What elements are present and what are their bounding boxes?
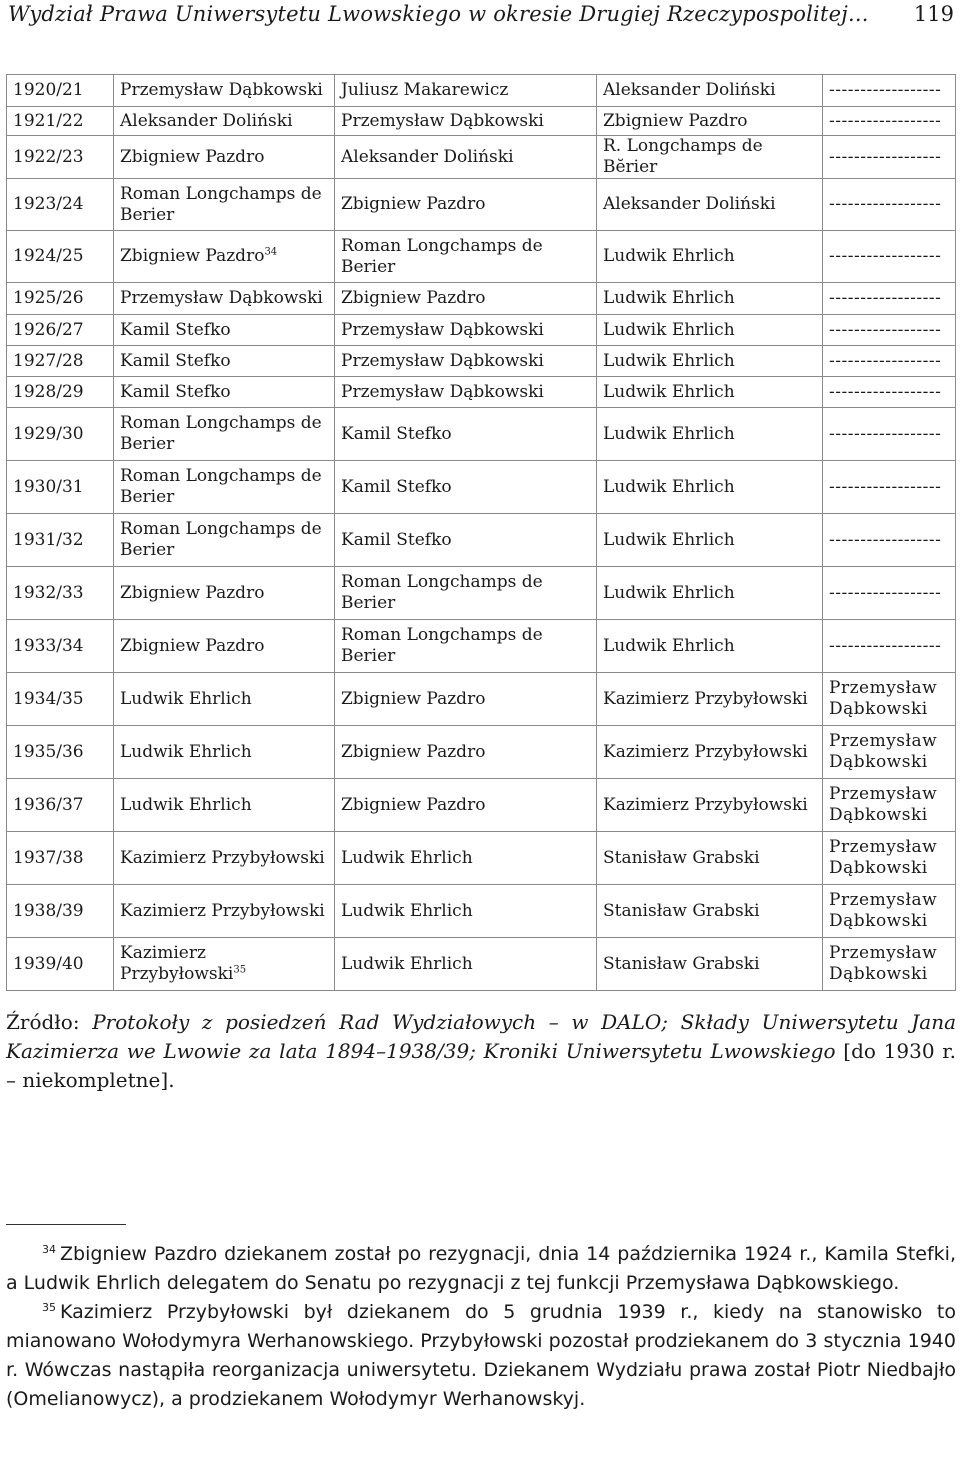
cell-name: Przemysław Dąbkowski: [823, 832, 956, 885]
cell-name: Ludwik Ehrlich: [335, 938, 597, 991]
table-row: [7, 461, 956, 514]
cell-academic-year: 1924/25: [7, 231, 114, 283]
cell-name: Kamil Stefko: [335, 514, 597, 567]
cell-name: Kamil Stefko: [114, 377, 335, 408]
footnote-34: [6, 1240, 956, 1298]
table-row: [7, 938, 956, 991]
cell-academic-year: 1929/30: [7, 408, 114, 461]
cell-name: Zbigniew Pazdro: [335, 779, 597, 832]
table-row: [7, 832, 956, 885]
cell-name: Przemysław Dąbkowski: [823, 673, 956, 726]
cell-name: ------------------: [823, 75, 956, 107]
cell-name: Ludwik Ehrlich: [114, 726, 335, 779]
cell-name: ------------------: [823, 346, 956, 377]
cell-name: Zbigniew Pazdro: [335, 673, 597, 726]
cell-academic-year: 1930/31: [7, 461, 114, 514]
footnote-number: 34: [42, 1242, 56, 1256]
cell-academic-year: 1925/26: [7, 283, 114, 315]
cell-academic-year: 1936/37: [7, 779, 114, 832]
cell-name: Kazimierz Przybyłowski: [597, 673, 823, 726]
cell-name: Stanisław Grabski: [597, 885, 823, 938]
table-row: [7, 377, 956, 408]
footnote-ref: 35: [233, 964, 247, 976]
cell-name: Kazimierz Przybyłowski: [597, 779, 823, 832]
cell-name: Zbigniew Pazdro: [114, 136, 335, 179]
cell-name: ------------------: [823, 136, 956, 179]
cell-name: Ludwik Ehrlich: [597, 461, 823, 514]
cell-name: ------------------: [823, 283, 956, 315]
footnote-text: Kazimierz Przybyłowski był dziekanem do 5 grudnia 1939 r., kiedy na stanowisko to mianowano Wołodymyra Werhanowskiego. Przybyłowski pozostał prodziekanem do 3 stycznia 1940 r. Wówczas nastąpiła reorganizacja uniwersytetu. Dziekanem Wydziału prawa został Piotr Niedbajło (Omelianowycz), a prodziekanem Wołodymyr Werhanowskyj.: [6, 1301, 956, 1410]
table-row: [7, 179, 956, 231]
cell-name: R. Longchamps de Bĕrier: [597, 136, 823, 179]
cell-name: Kamil Stefko: [114, 346, 335, 377]
cell-name: Ludwik Ehrlich: [597, 346, 823, 377]
footnote-ref: 34: [264, 246, 278, 258]
cell-name: Ludwik Ehrlich: [597, 315, 823, 346]
cell-name: Zbigniew Pazdro: [597, 107, 823, 136]
table-row: [7, 315, 956, 346]
cell-name: Roman Longchamps de Berier: [114, 514, 335, 567]
cell-name: Aleksander Doliński: [597, 179, 823, 231]
cell-name: Ludwik Ehrlich: [114, 779, 335, 832]
cell-name: Roman Longchamps de Berier: [335, 567, 597, 620]
cell-name: Aleksander Doliński: [335, 136, 597, 179]
cell-academic-year: 1934/35: [7, 673, 114, 726]
table-row: [7, 567, 956, 620]
cell-name: ------------------: [823, 107, 956, 136]
cell-name: ------------------: [823, 461, 956, 514]
table-row: [7, 136, 956, 179]
cell-name: Kamil Stefko: [335, 408, 597, 461]
table-row: [7, 673, 956, 726]
table-row: [7, 779, 956, 832]
source-tail: [do 1930 r. – niekompletne].: [6, 1039, 957, 1092]
cell-academic-year: 1920/21: [7, 75, 114, 107]
cell-academic-year: 1926/27: [7, 315, 114, 346]
cell-name: Przemysław Dąbkowski: [335, 315, 597, 346]
page-header: [8, 2, 954, 36]
cell-name: Ludwik Ehrlich: [335, 832, 597, 885]
cell-name: Roman Longchamps de Berier: [114, 408, 335, 461]
cell-name: Kamil Stefko: [114, 315, 335, 346]
cell-name: Roman Longchamps de Berier: [335, 620, 597, 673]
cell-name: ------------------: [823, 567, 956, 620]
cell-name: Juliusz Makarewicz: [335, 75, 597, 107]
table-row: [7, 726, 956, 779]
footnote-rule: [6, 1224, 126, 1225]
cell-name: Roman Longchamps de Berier: [114, 179, 335, 231]
cell-name: ------------------: [823, 514, 956, 567]
cell-name: Przemysław Dąbkowski: [823, 938, 956, 991]
running-title: Wydział Prawa Uniwersytetu Lwowskiego w okresie Drugiej Rzeczypospolitej...: [8, 2, 869, 26]
cell-academic-year: 1931/32: [7, 514, 114, 567]
footnotes: [6, 1240, 956, 1414]
cell-academic-year: 1923/24: [7, 179, 114, 231]
footnote-35: [6, 1298, 956, 1414]
cell-name: Ludwik Ehrlich: [114, 673, 335, 726]
source-citation: Protokoły z posiedzeń Rad Wydziałowych – w DALO; Składy Uniwersytetu Jana Kazimierza we Lwowie za lata 1894–1938/39; Kroniki Uniwersytetu Lwowskiego: [6, 1010, 956, 1063]
table-row: [7, 283, 956, 315]
cell-academic-year: 1933/34: [7, 620, 114, 673]
cell-name: ------------------: [823, 315, 956, 346]
footnote-number: 35: [42, 1300, 56, 1314]
cell-name: Roman Longchamps de Berier: [114, 461, 335, 514]
cell-name: Kazimierz Przybyłowski: [597, 726, 823, 779]
cell-name: Przemysław Dąbkowski: [335, 346, 597, 377]
cell-name: Kamil Stefko: [335, 461, 597, 514]
cell-academic-year: 1921/22: [7, 107, 114, 136]
table-row: [7, 620, 956, 673]
cell-name: Roman Longchamps de Berier: [335, 231, 597, 283]
cell-name: ------------------: [823, 179, 956, 231]
cell-name: Kazimierz Przybyłowski$^{35}$: [114, 938, 335, 991]
cell-academic-year: 1932/33: [7, 567, 114, 620]
cell-name: ------------------: [823, 408, 956, 461]
cell-academic-year: 1935/36: [7, 726, 114, 779]
cell-name: Zbigniew Pazdro: [335, 283, 597, 315]
cell-name: Zbigniew Pazdro: [114, 567, 335, 620]
cell-name: Ludwik Ehrlich: [597, 514, 823, 567]
cell-academic-year: 1938/39: [7, 885, 114, 938]
cell-name: Przemysław Dąbkowski: [823, 779, 956, 832]
cell-name: Ludwik Ehrlich: [597, 567, 823, 620]
cell-academic-year: 1937/38: [7, 832, 114, 885]
cell-name: Kazimierz Przybyłowski: [114, 885, 335, 938]
cell-name: Kazimierz Przybyłowski: [114, 832, 335, 885]
cell-academic-year: 1939/40: [7, 938, 114, 991]
cell-name: ------------------: [823, 231, 956, 283]
cell-name: Stanisław Grabski: [597, 832, 823, 885]
cell-name: Zbigniew Pazdro: [335, 726, 597, 779]
source-label: Źródło:: [6, 1010, 80, 1034]
table-row: [7, 885, 956, 938]
cell-name: Zbigniew Pazdro$^{34}$: [114, 231, 335, 283]
cell-name: Ludwik Ehrlich: [597, 408, 823, 461]
cell-name: Ludwik Ehrlich: [597, 283, 823, 315]
cell-name: Przemysław Dąbkowski: [823, 885, 956, 938]
table-row: [7, 514, 956, 567]
cell-name: Przemysław Dąbkowski: [114, 283, 335, 315]
cell-name: ------------------: [823, 377, 956, 408]
cell-name: ------------------: [823, 620, 956, 673]
cell-name: Ludwik Ehrlich: [335, 885, 597, 938]
cell-name: Ludwik Ehrlich: [597, 231, 823, 283]
cell-name: Aleksander Doliński: [597, 75, 823, 107]
cell-academic-year: 1922/23: [7, 136, 114, 179]
table-row: [7, 75, 956, 107]
cell-name: Ludwik Ehrlich: [597, 377, 823, 408]
cell-name: Przemysław Dąbkowski: [335, 377, 597, 408]
table-row: [7, 408, 956, 461]
cell-name: Zbigniew Pazdro: [335, 179, 597, 231]
cell-name: Przemysław Dąbkowski: [335, 107, 597, 136]
cell-academic-year: 1927/28: [7, 346, 114, 377]
cell-name: Aleksander Doliński: [114, 107, 335, 136]
table-row: [7, 107, 956, 136]
table-row: [7, 231, 956, 283]
deans-table: [6, 74, 956, 991]
cell-name: Ludwik Ehrlich: [597, 620, 823, 673]
cell-name: Zbigniew Pazdro: [114, 620, 335, 673]
source-note: [6, 1008, 956, 1095]
table-row: [7, 346, 956, 377]
page-number: 119: [913, 2, 954, 26]
cell-academic-year: 1928/29: [7, 377, 114, 408]
cell-name: Przemysław Dąbkowski: [114, 75, 335, 107]
footnote-text: Zbigniew Pazdro dziekanem został po rezygnacji, dnia 14 października 1924 r., Kamila Stefki, a Ludwik Ehrlich delegatem do Senatu po rezygnacji z tej funkcji Przemysława Dąbkowskiego.: [6, 1243, 956, 1294]
cell-name: Przemysław Dąbkowski: [823, 726, 956, 779]
cell-name: Stanisław Grabski: [597, 938, 823, 991]
